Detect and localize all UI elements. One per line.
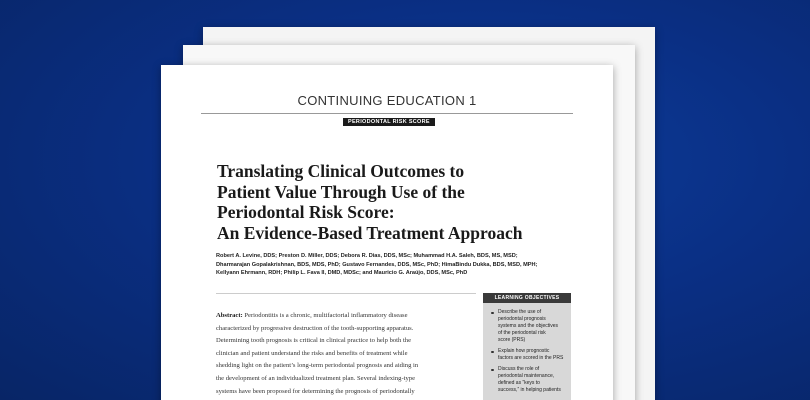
title-line: An Evidence-Based Treatment Approach	[217, 222, 523, 243]
objective-item	[491, 309, 567, 344]
objective-line: systems and the objectives	[498, 323, 559, 329]
abstract-line	[216, 310, 478, 323]
abstract-line: systems have been proposed for determining the prognosis of periodontally	[216, 387, 415, 395]
objective-line: factors are scored in the PRS	[498, 355, 564, 361]
objective-line: success,” in helping patients	[498, 387, 561, 393]
article-front-page	[161, 65, 613, 400]
abstract-label: Abstract:	[216, 312, 243, 319]
author-list	[216, 252, 576, 278]
title-line: Translating Clinical Outcomes to	[217, 161, 465, 181]
author-line: Dharmarajan Gopalakrishnan, BDS, MDS, PhD; Gustavo Fernandes, DDS, MSc, PhD; HimaBindu Dukka, BDS, MSD, MPH;	[216, 261, 538, 268]
abstract-divider	[216, 293, 476, 294]
objective-item	[491, 366, 567, 394]
category-tag: PERIODONTAL RISK SCORE	[343, 118, 435, 126]
title-line: Periodontal Risk Score:	[217, 202, 395, 222]
title-line: Patient Value Through Use of the	[217, 181, 465, 202]
abstract-line: clinician and patient understand the risks and benefits of treatment while	[216, 349, 408, 357]
objective-line: Describe the use of	[498, 309, 542, 315]
learning-objectives-header: LEARNING OBJECTIVES	[483, 293, 571, 303]
objective-line: periodontal maintenance,	[498, 373, 555, 379]
heading-divider	[201, 113, 573, 114]
abstract-line: characterized by progressive destruction of the tooth-supporting apparatus.	[216, 324, 414, 332]
author-line: Kellyann Ehrmann, RDH; Philip L. Fava II, DMD, MDSc; and Mauricio G. Araújo, DDS, MSc, PhD	[216, 270, 468, 276]
article-title	[217, 161, 597, 243]
abstract-line: shedding light on the patient’s long-term periodontal prognosis and aiding in	[216, 362, 419, 370]
abstract	[216, 310, 478, 398]
learning-objectives-list	[483, 303, 571, 394]
abstract-line: the development of an individualized treatment plan. Several indexing-type	[216, 374, 416, 382]
objective-line: periodontal prognosis	[498, 316, 546, 322]
objective-line: score (PRS)	[498, 337, 526, 343]
abstract-line: Determining tooth prognosis is critical in clinical practice to help both the	[216, 337, 412, 345]
author-line: Robert A. Levine, DDS; Preston D. Miller, DDS; Debora R. Dias, DDS, MSc; Muhammad H.A. Saleh, BDS, MS, MSD;	[216, 253, 518, 259]
learning-objectives-box	[483, 293, 571, 400]
objective-line: of the periodontal risk	[498, 330, 546, 336]
abstract-text: Periodontitis is a chronic, multifactorial inflammatory disease	[244, 312, 408, 319]
objective-line: Discuss the role of	[498, 366, 540, 372]
objective-line: defined as “keys to	[498, 380, 540, 386]
objective-item	[491, 348, 567, 362]
objective-line: Explain how prognostic	[498, 348, 550, 354]
section-heading: CONTINUING EDUCATION 1	[297, 93, 477, 108]
